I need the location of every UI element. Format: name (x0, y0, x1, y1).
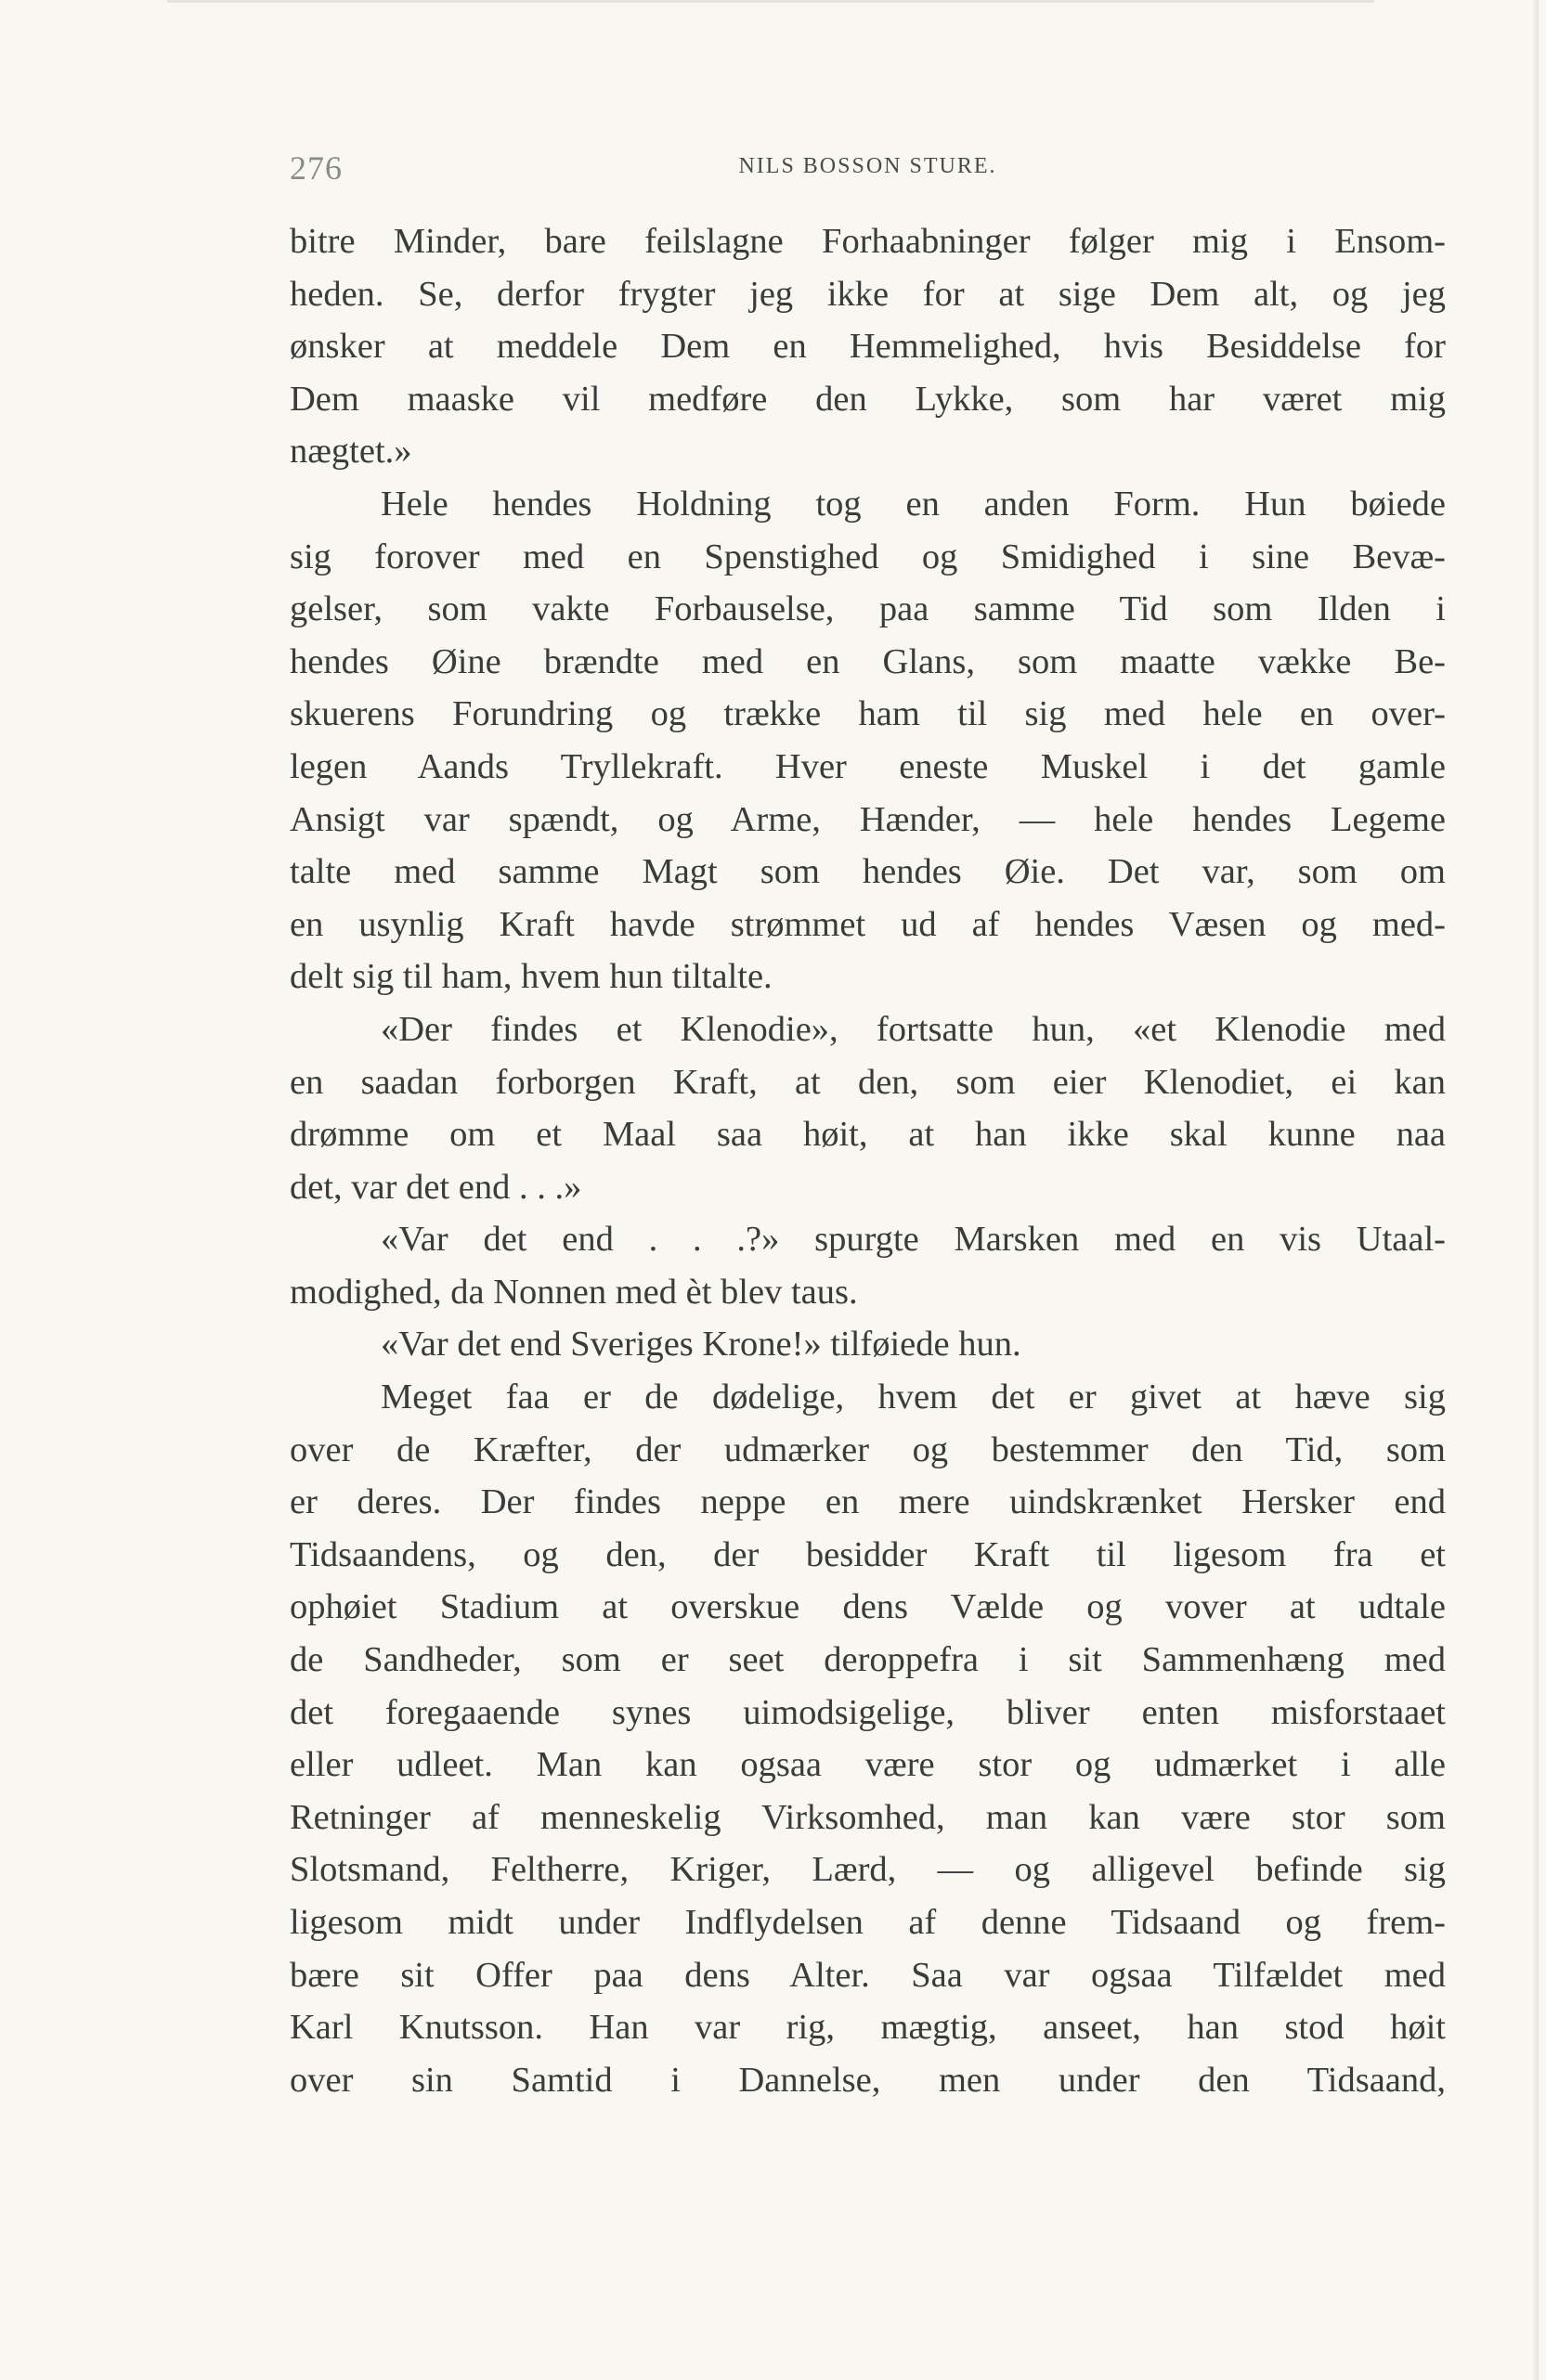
text-line: Karl Knutsson. Han var rig, mægtig, anseet, han stod høit (290, 2008, 1446, 2048)
text-line: talte med samme Magt som hendes Øie. Det var, som om (290, 852, 1446, 892)
text-line: Dem maaske vil medføre den Lykke, som har været mig (290, 379, 1446, 419)
text-line: ønsker at meddele Dem en Hemmelighed, hvis Besiddelse for (290, 327, 1446, 367)
text-line: «Var det end Sveriges Krone!» tilføiede hun. (381, 1325, 1021, 1365)
text-line: det foregaaende synes uimodsigelige, bliver enten misforstaaet (290, 1692, 1446, 1732)
text-line: skuerens Forundring og trække ham til sig med hele en over- (290, 694, 1446, 734)
text-line: hendes Øine brændte med en Glans, som maatte vække Be- (290, 641, 1446, 681)
page-number: 276 (290, 149, 343, 187)
text-line: Meget faa er de dødelige, hvem det er givet at hæve sig (381, 1378, 1446, 1417)
text-line: drømme om et Maal saa høit, at han ikke skal kunne naa (290, 1115, 1446, 1155)
text-line: heden. Se, derfor frygter jeg ikke for at sige Dem alt, og jeg (290, 274, 1446, 314)
page-header (290, 136, 1446, 187)
text-line: Tidsaandens, og den, der besidder Kraft til ligesom fra et (290, 1534, 1446, 1574)
text-line: bære sit Offer paa dens Alter. Saa var ogsaa Tilfældet med (290, 1955, 1446, 1995)
text-line: modighed, da Nonnen med èt blev taus. (290, 1272, 858, 1312)
text-line: «Var det end . . .?» spurgte Marsken med en vis Utaal- (381, 1220, 1446, 1260)
text-line: Hele hendes Holdning tog en anden Form. Hun bøiede (381, 484, 1446, 524)
text-line: over de Kræfter, der udmærker og bestemmer den Tid, som (290, 1429, 1446, 1469)
running-title: NILS BOSSON STURE. (738, 154, 997, 178)
text-line: ophøiet Stadium at overskue dens Vælde og vover at udtale (290, 1587, 1446, 1627)
text-line: gelser, som vakte Forbauselse, paa samme Tid som Ilden i (290, 589, 1446, 629)
page-top-edge (167, 0, 1374, 3)
text-line: de Sandheder, som er seet deroppefra i sit Sammenhæng med (290, 1640, 1446, 1680)
page-right-edge (1533, 0, 1539, 2380)
text-line: en usynlig Kraft havde strømmet ud af hendes Væsen og med- (290, 904, 1446, 944)
text-line: sig forover med en Spenstighed og Smidighed i sine Bevæ- (290, 537, 1446, 576)
text-line: Ansigt var spændt, og Arme, Hænder, — hele hendes Legeme (290, 799, 1446, 839)
text-line: nægtet.» (290, 432, 412, 472)
text-line: er deres. Der findes neppe en mere uindskrænket Hersker end (290, 1482, 1446, 1522)
text-line: bitre Minder, bare feilslagne Forhaabninger følger mig i Ensom- (290, 222, 1446, 261)
text-line: Retninger af menneskelig Virksomhed, man kan være stor som (290, 1797, 1446, 1837)
text-line: eller udleet. Man kan ogsaa være stor og udmærket i alle (290, 1745, 1446, 1785)
text-line: delt sig til ham, hvem hun tiltalte. (290, 957, 773, 997)
text-line: en saadan forborgen Kraft, at den, som eier Klenodiet, ei kan (290, 1062, 1446, 1102)
body-text (290, 215, 1446, 2106)
text-line: over sin Samtid i Dannelse, men under den Tidsaand, (290, 2060, 1446, 2100)
text-line: legen Aands Tryllekraft. Hver eneste Muskel i det gamle (290, 746, 1446, 786)
text-line: Slotsmand, Feltherre, Kriger, Lærd, — og alligevel befinde sig (290, 1850, 1446, 1890)
text-line: det, var det end . . .» (290, 1167, 582, 1207)
text-line: «Der findes et Klenodie», fortsatte hun, «et Klenodie med (381, 1009, 1446, 1049)
text-line: ligesom midt under Indflydelsen af denne Tidsaand og frem- (290, 1903, 1446, 1942)
